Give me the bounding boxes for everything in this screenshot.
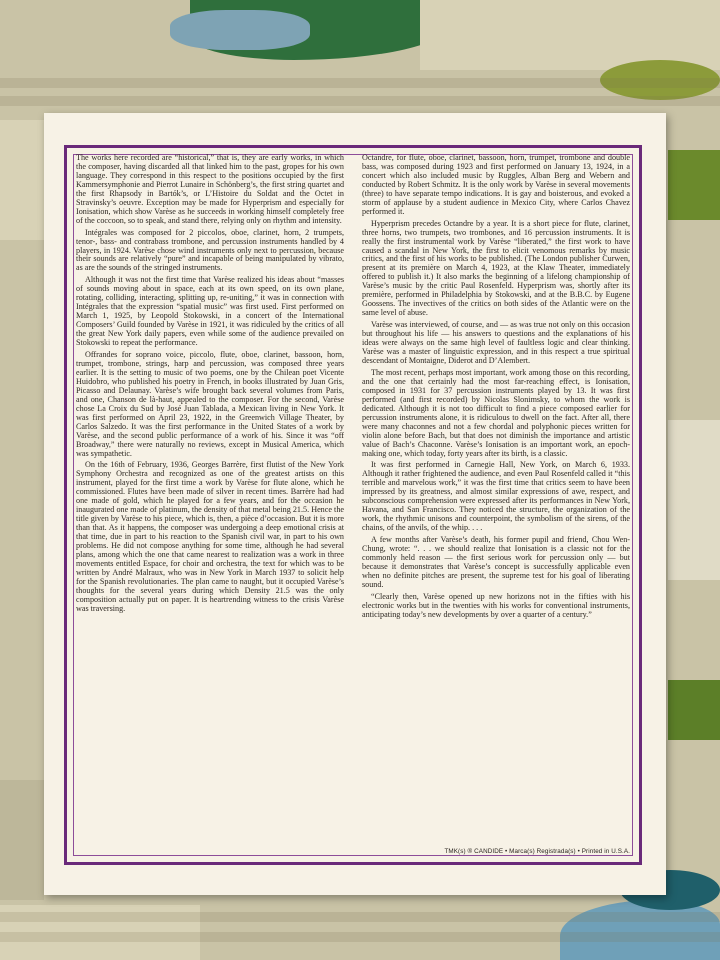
paragraph: On the 16th of February, 1936, Georges Barrère, first flutist of the New York Symphony Orchestra and recognized as one of the greatest artists on this instrument, played for the first time a work by Varèse for flute alone, which he commissioned. Flutes have been made of silver in recent times. Barrère had had one made of gold, which he played for a few years, and for the occasion he inaugurated one made of platinum, the density of that metal being 21.5. Hence the title given by Varèse to his piece, which is, then, a pièce d’occasion. But it is more than that. As it happens, the composer was undergoing a deep emotional crisis at that time, due in part to his reaction to the Spanish civil war, in part to his own problems. He did not compose anything for some time, although he had several plans, among which the one that came nearest to realization was a work in three movements entitled Espace, for choir and orchestra, the text for which was to be written by André Malraux, who was in New York in March 1937 to solicit help for the Spanish revolutionaries. The plan came to naught, but it occupied Varèse’s thoughts for the several years during which Density 21.5 was the only composition actually put on paper. It is heartrending witness to the crisis Varèse was traversing. (76, 460, 344, 613)
trademark-footer: TMK(s) ® CANDIDE • Marca(s) Registrada(s) • Printed in U.S.A. (444, 848, 630, 855)
paragraph: It was first performed in Carnegie Hall, New York, on March 6, 1933. Although it rather frightened the audience, and even Paul Rosenfeld called it “this terrible and marvelous work,” it was the first time that critics seem to have been impressed by its greatness, and almost similar expressions of awe, respect, and subconscious comprehension were expressed after its performances in New York, Havana, and San Francisco. They noticed the structure, the organization of the work, the rhythmic unisons and counterpoint, the symbolism of the sirens, of the chains, of the anvils, of the whip. . . . (362, 460, 630, 533)
paragraph: A few months after Varèse’s death, his former pupil and friend, Chou Wen-Chung, wrote: “. . . we should realize that Ionisation is a classic not for the commonly held reason — the first serious work for percussion only — but because it demonstrates that Varèse’s concept is successfully applicable even when no definite pitches are present, the supreme test for his goal of liberating sound. (362, 535, 630, 589)
text-columns (76, 154, 630, 854)
paragraph: The most recent, perhaps most important, work among those on this recording, and the one that certainly had the most far-reaching effect, is Ionisation, composed in 1931 for 37 percussion instruments played by 13. It was first performed (and first recorded) by Nicolas Slonimsky, to whom the work is dedicated. Although it is not too difficult to find a piece composed earlier for percussion instruments alone, it is ridiculous to dwell on the fact. After all, there were many chaconnes and not a few chordal and polyphonic pieces written for violin alone before Bach, but that does not diminish the importance and artistic value of Bach’s Chaconne. Varèse’s Ionisation is an important work, an epoch-making one, which today, forty years after its birth, is a classic. (362, 367, 630, 458)
paragraph: The works here recorded are “historical,” that is, they are early works, in which the composer, having discarded all that linked him to the past, gropes for his own language. They correspond in this respect to the positions occupied by the first Kammersymphonie and Pierrot Lunaire in Schönberg’s, the first string quartet and the first Rhapsody in Bartók’s, or L’Histoire du Soldat and the Octet in Stravinsky’s oeuvre. Exception may be made for Hyperprism and especially for Ionisation, which show Varèse as he succeeds in working himself completely free of the coccoon, so to speak, and stand there, relying only on rhythm and intensity. (76, 154, 344, 225)
paragraph: Octandre, for flute, oboe, clarinet, bassoon, horn, trumpet, trombone and double bass, was composed during 1923 and first performed on January 13, 1924, in a concert which also included music by Ruggles, Alban Berg and Webern and conducted by Robert Schmitz. It is the only work by Varèse in several movements (three) to have separate tempo indications. It is gay and boisterous, and evoked a storm of applause by a student audience in Mexico City, where Carlos Chavez performed it. (362, 154, 630, 216)
paragraph: “Clearly then, Varèse opened up new horizons not in the fifties with his electronic works but in the twenties with his works for conventional instruments, anticipating today’s new developments by over a quarter of a century.” (362, 591, 630, 619)
paragraph: Varèse was interviewed, of course, and — as was true not only on this occasion but throughout his life — his answers to questions and the explanations of his ideas were always on the same high level of faultless logic and clear thinking. Varèse was a master of linguistic expression, and in this respect a true spiritual descendant of Montaigne, Diderot and D’Alembert. (362, 320, 630, 365)
paragraph: Although it was not the first time that Varèse realized his ideas about “masses of sounds moving about in space, each at its own speed, on its own plane, rotating, colliding, interacting, splitting up, re-uniting,” it was in connection with Intégrales that the expression “spatial music” was first used. First performed on March 1, 1925, by Leopold Stokowski, in a concert of the International Composers’ Guild founded by Varèse in 1921, it was ridiculed by the critics of all the great New York daily papers, even while some of the audience prevailed on Stokowski to repeat the performance. (76, 275, 344, 348)
paragraph: Offrandes for soprano voice, piccolo, flute, oboe, clarinet, bassoon, horn, trumpet, trombone, strings, harp and percussion, was composed three years earlier. It is the setting to music of two poems, one by the Chilean poet Vicente Huidobro, who published his poetry in French, in books illustrated by Juan Gris, Picasso and Delaunay. Varèse’s wife brought back several volumes from Paris, and one, Chanson de là-haut, appealed to the composer. For the second, Varèse chose La Croix du Sud by José Juan Tablada, a Mexican living in New York. It was first performed on April 23, 1922, in the Greenwich Village Theater, by Carlos Salzedo. It was the first performance in the United States of a work by Varèse, and the second public performance of a work of his. Since it was “off Broadway,” there were naturally no reviews, except in Musical America, which was sympathetic. (76, 350, 344, 458)
right-column (362, 154, 630, 854)
left-column (76, 154, 344, 854)
paragraph: Hyperprism precedes Octandre by a year. It is a short piece for flute, clarinet, three horns, two trumpets, two trombones, and 16 percussion instruments. It is really the first instrumental work by Varèse “liberated,” the first work to have caused a scandal in New York, the first to elicit venomous remarks by music critics, and the first of his works to be published. (The London publisher Curwen, present at its première on March 4, 1923, at the Klaw Theater, immediately offered to publish it.) It also marks the beginning of a lifelong championship of Varèse’s music by the critic Paul Rosenfeld. Hyperprism was, shortly after its première, performed in Philadelphia by Stokowski, and at the B.B.C. by Eugene Goossens. The invectives of the critics on both sides of the Atlantic were on the same level of abuse. (362, 218, 630, 318)
liner-notes-sheet (44, 113, 666, 895)
paragraph: Intégrales was composed for 2 piccolos, oboe, clarinet, horn, 2 trumpets, tenor-, bass- and contrabass trombone, and percussion instruments handled by 4 players, in 1924. Varèse chose wind instruments only next to percussion, because their sounds are relatively “pure” and incapable of being manipulated by vibrato, as are the sounds of the stringed instruments. (76, 227, 344, 273)
